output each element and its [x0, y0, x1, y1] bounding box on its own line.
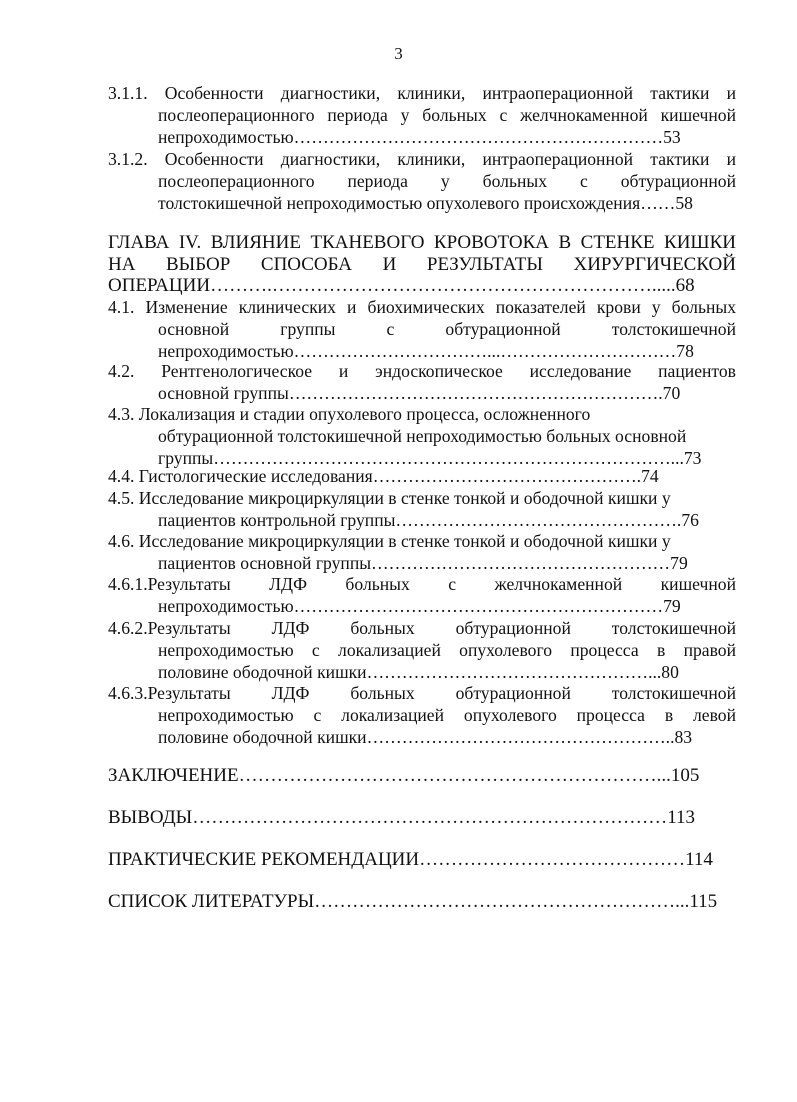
- toc-line: ВЫВОДЫ…………………………………………………………………113: [108, 807, 696, 828]
- toc-entry-3-1-2[interactable]: [108, 149, 736, 214]
- toc-line: основной группы с обтурационной толстокишечной: [158, 318, 736, 339]
- toc-line: непроходимостью………………………………………………………79: [158, 595, 681, 616]
- toc-entry-4-1[interactable]: [108, 297, 736, 362]
- toc-entry-4-6-1[interactable]: [108, 574, 736, 618]
- toc-line: 4.1. Изменение клинических и биохимических показателей крови у больных: [108, 297, 736, 317]
- toc-line: ОПЕРАЦИИ……….…………………………………………………….....68: [108, 275, 695, 296]
- toc-line: пациентов контрольной группы………………………………………….76: [158, 509, 699, 530]
- toc-line: половине ободочной кишки……………………………………………..83: [158, 726, 693, 747]
- toc-chapter-4[interactable]: [108, 232, 736, 297]
- toc-entry-4-6-2[interactable]: [108, 618, 736, 683]
- toc-line: ПРАКТИЧЕСКИЕ РЕКОМЕНДАЦИИ……………………………………114: [108, 849, 713, 870]
- toc-references[interactable]: [108, 891, 736, 913]
- toc-line: половине ободочной кишки…………………………………………...80: [158, 661, 679, 682]
- toc-entry-4-4[interactable]: [108, 466, 736, 488]
- toc-line: непроходимостью………………………………………………………53: [158, 126, 681, 147]
- toc-line: пациентов основной группы……………………………………………79: [158, 552, 688, 573]
- toc-line: непроходимостью……………………………...…………………………78: [158, 340, 694, 361]
- toc-findings[interactable]: [108, 807, 736, 829]
- toc-line: 4.6.1.Результаты ЛДФ больных с желчнокаменной кишечной: [108, 574, 736, 594]
- toc-line: 4.6. Исследование микроциркуляции в стенке тонкой и ободочной кишки у: [108, 531, 671, 551]
- toc-line: 4.6.2.Результаты ЛДФ больных обтурационной толстокишечной: [108, 618, 736, 638]
- toc-line: послеоперационного периода у больных с обтурационной: [158, 170, 736, 191]
- page-number: 3: [394, 44, 403, 63]
- toc-line: непроходимостью с локализацией опухолевого процесса в левой: [158, 704, 736, 725]
- toc-entry-4-6-3[interactable]: [108, 683, 736, 748]
- toc-line: толстокишечной непроходимостью опухолевого происхождения……58: [158, 192, 693, 213]
- toc-line: послеоперационного периода у больных с желчнокаменной кишечной: [158, 104, 736, 125]
- toc-line: 4.6.3.Результаты ЛДФ больных обтурационной толстокишечной: [108, 683, 736, 703]
- toc-line: группы……………………………………………………………………...73: [158, 447, 702, 468]
- toc-entry-4-6[interactable]: [108, 531, 736, 575]
- toc-entry-3-1-1[interactable]: [108, 83, 736, 148]
- toc-line: 3.1.1. Особенности диагностики, клиники, интраоперационной тактики и: [108, 83, 736, 103]
- toc-line: НА ВЫБОР СПОСОБА И РЕЗУЛЬТАТЫ ХИРУРГИЧЕСКОЙ: [108, 253, 736, 275]
- toc-line: 4.4. Гистологические исследования……………………………………….74: [108, 466, 659, 486]
- toc-line: непроходимостью с локализацией опухолевого процесса в правой: [158, 639, 736, 660]
- toc-line: 4.5. Исследование микроциркуляции в стенке тонкой и ободочной кишки у: [108, 488, 671, 508]
- toc-line: ГЛАВА IV. ВЛИЯНИЕ ТКАНЕВОГО КРОВОТОКА В СТЕНКЕ КИШКИ: [108, 232, 736, 253]
- toc-line: 4.3. Локализация и стадии опухолевого процесса, осложненного: [108, 404, 591, 424]
- toc-conclusion[interactable]: [108, 765, 736, 787]
- toc-entry-4-3[interactable]: [108, 404, 736, 469]
- toc-line: ЗАКЛЮЧЕНИЕ…………………………………………………………...105: [108, 765, 700, 786]
- toc-line: основной группы……………………………………………………….70: [158, 382, 681, 403]
- toc-entry-4-5[interactable]: [108, 488, 736, 532]
- toc-line: обтурационной толстокишечной непроходимостью больных основной: [158, 425, 687, 446]
- toc-line: 3.1.2. Особенности диагностики, клиники, интраоперационной тактики и: [108, 149, 736, 169]
- toc-line: СПИСОК ЛИТЕРАТУРЫ…………………………………………………...115: [108, 891, 718, 912]
- toc-entry-4-2[interactable]: [108, 361, 736, 405]
- toc-line: 4.2. Рентгенологическое и эндоскопическое исследование пациентов: [108, 361, 736, 381]
- toc-recommendations[interactable]: [108, 849, 736, 871]
